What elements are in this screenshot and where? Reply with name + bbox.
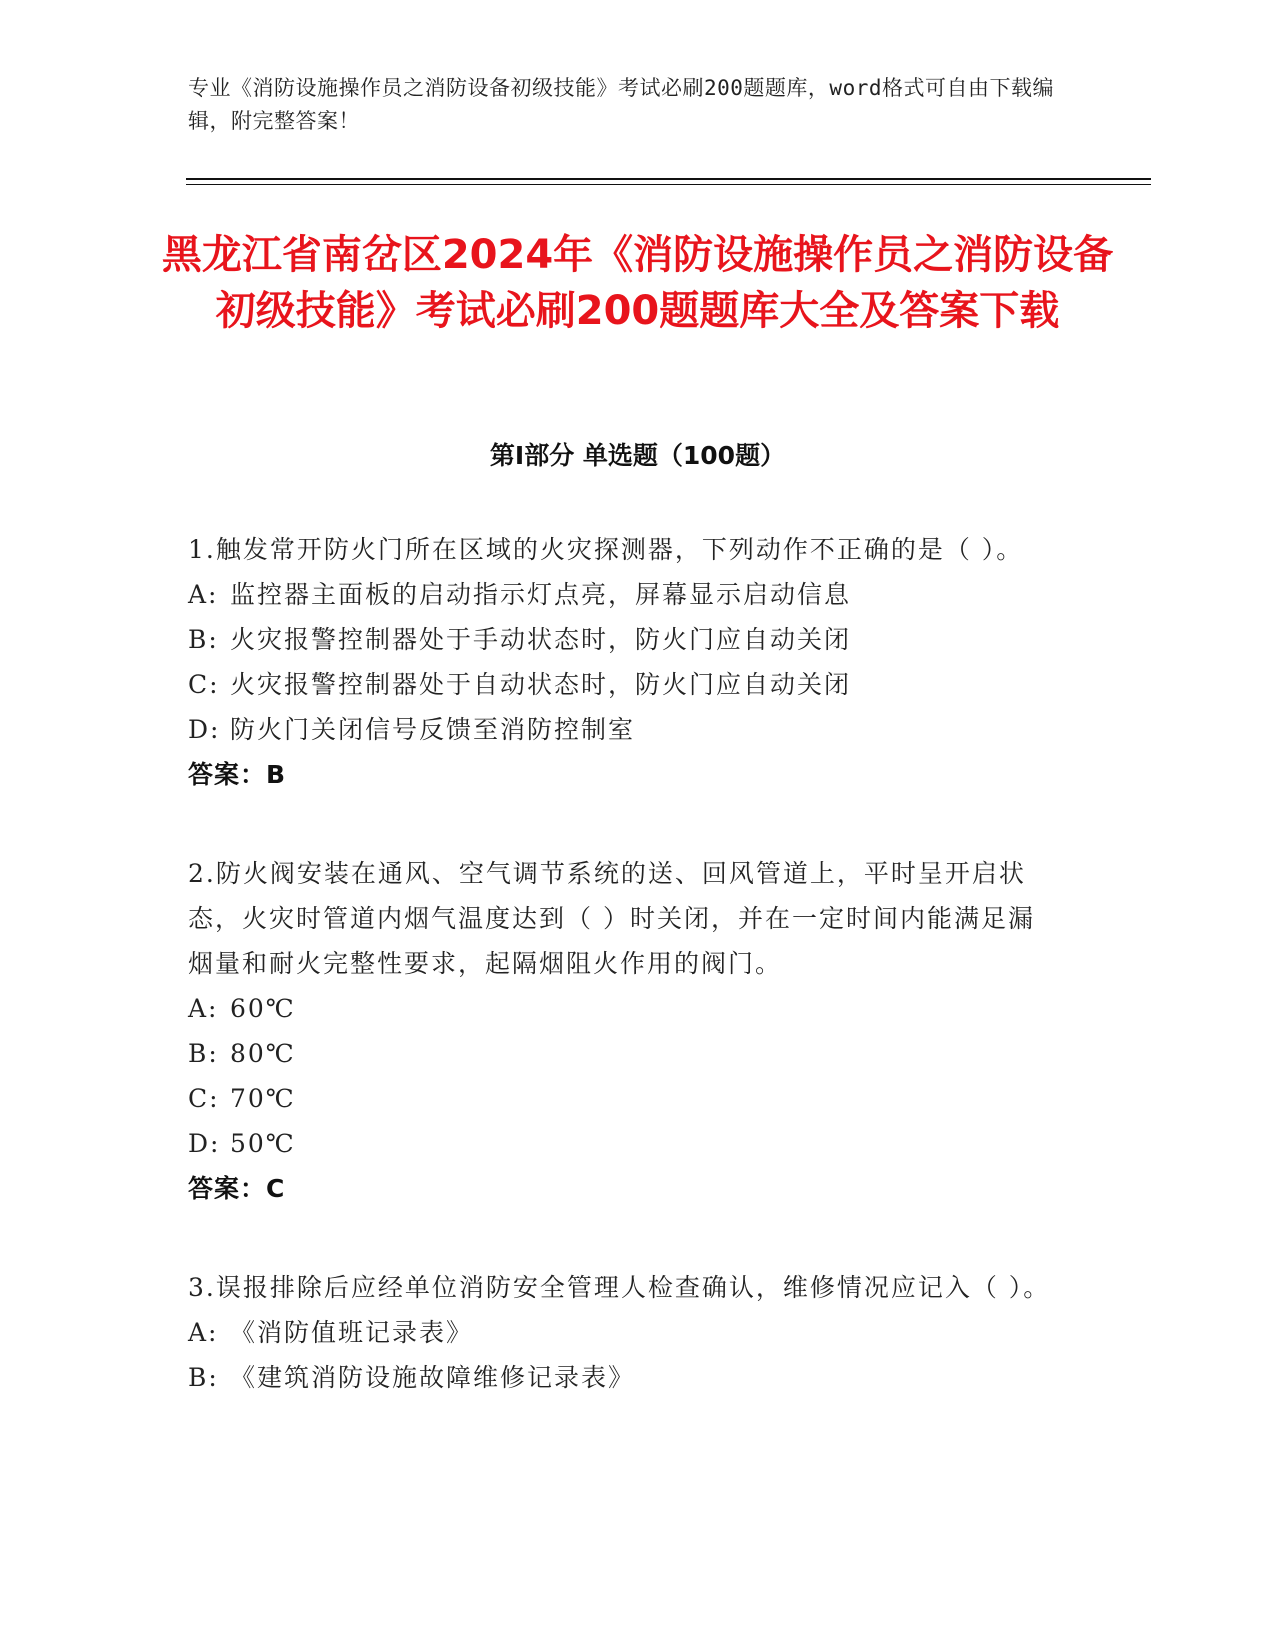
option-text: 《建筑消防设施故障维修记录表》 [230,1363,636,1392]
question-stem: 3.误报排除后应经单位消防安全管理人检查确认，维修情况应记入（ ）。 [188,1273,1051,1302]
option-letter: B: [188,1039,219,1068]
question-stem: 2.防火阀安装在通风、空气调节系统的送、回风管道上，平时呈开启状态，火灾时管道内烟气温度达到（ ）时关闭，并在一定时间内能满足漏烟量和耐火完整性要求，起隔烟阻火作用的阀门。 [188,859,1035,978]
option-text: 监控器主面板的启动指示灯点亮，屏幕显示启动信息 [230,580,852,609]
option-c [188,1076,1058,1121]
option-text: 80℃ [230,1039,296,1068]
option-letter: D: [188,1129,221,1158]
question-list [188,527,1058,1454]
option-a [188,572,1058,617]
header-rule-thin [186,184,1151,185]
option-text: 《消防值班记录表》 [230,1318,474,1347]
question-2 [188,851,1058,1211]
option-a [188,986,1058,1031]
option-text: 60℃ [230,994,296,1023]
header-note: 专业《消防设施操作员之消防设备初级技能》考试必刷200题题库，word格式可自由下载编辑，附完整答案！ [188,76,1054,133]
option-letter: A: [188,1318,219,1347]
option-b [188,1031,1058,1076]
question-1 [188,527,1058,797]
option-letter: D: [188,715,221,744]
header-rule-thick [186,178,1151,180]
option-a [188,1310,1058,1355]
option-letter: B: [188,1363,219,1392]
question-3 [188,1265,1058,1400]
option-letter: B: [188,625,219,654]
option-text: 50℃ [230,1129,296,1158]
option-text: 火灾报警控制器处于自动状态时，防火门应自动关闭 [230,670,852,699]
option-letter: A: [188,580,219,609]
option-d [188,1121,1058,1166]
option-c [188,662,1058,707]
option-letter: C: [188,670,220,699]
option-b [188,617,1058,662]
answer-line: 答案：B [188,760,287,789]
option-text: 防火门关闭信号反馈至消防控制室 [230,715,636,744]
option-letter: A: [188,994,219,1023]
option-letter: C: [188,1084,220,1113]
option-text: 火灾报警控制器处于手动状态时，防火门应自动关闭 [230,625,852,654]
document-title: 黑龙江省南岔区2024年《消防设施操作员之消防设备初级技能》考试必刷200题题库大全及答案下载 [161,232,1114,334]
option-b [188,1355,1058,1400]
option-d [188,707,1058,752]
answer-line: 答案：C [188,1174,286,1203]
section-title: 第Ⅰ部分 单选题（100题） [489,441,786,470]
option-text: 70℃ [230,1084,296,1113]
question-stem: 1.触发常开防火门所在区域的火灾探测器，下列动作不正确的是（ ）。 [188,535,1024,564]
